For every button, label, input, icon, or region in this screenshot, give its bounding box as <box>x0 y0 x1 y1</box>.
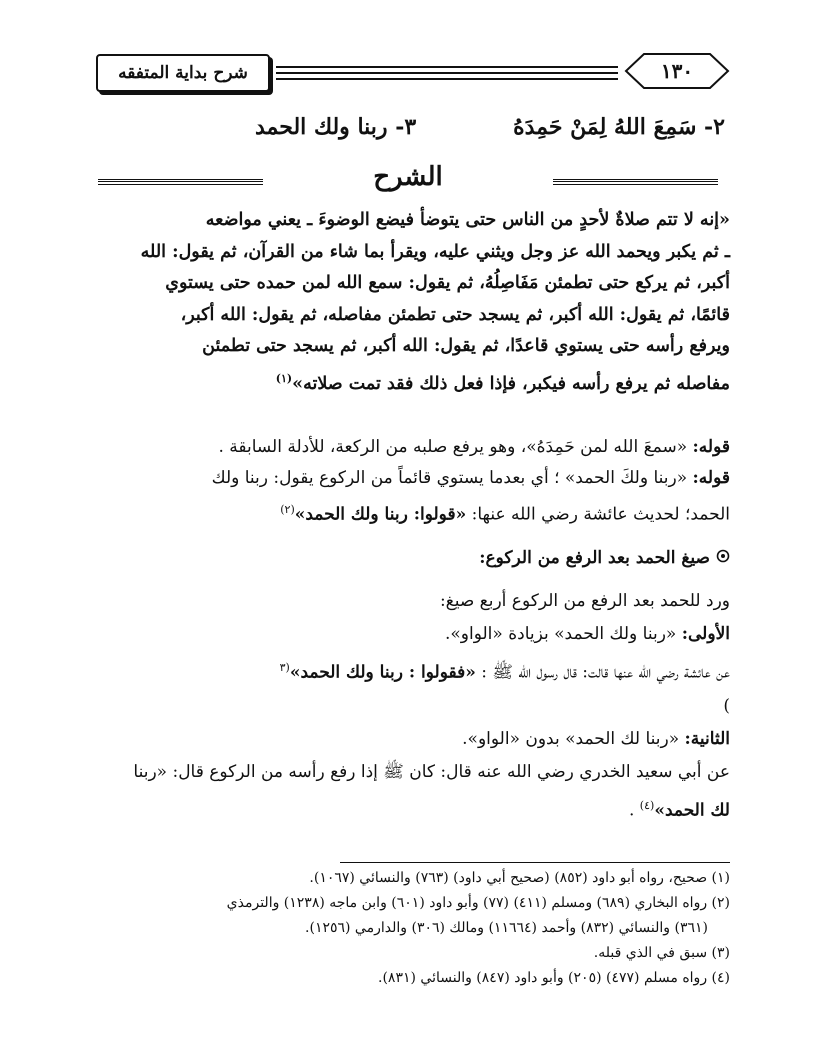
hadith-line: أكبر، ثم يركع حتى تطمئن مَفَاصِلُهُ، ثم يقول: سمع الله لمن حمده حتى يستوي <box>165 273 730 293</box>
quote-label: قوله: <box>692 468 730 488</box>
hadith-line: قائمًا، ثم يقول: الله أكبر، ثم يسجد حتى تطمئن مفاصله، ثم يقول: الله أكبر، <box>180 304 730 325</box>
form-second-hadith: عن أبي سعيد الخدري رضي الله عنه قال: كان ﷺ إذا رفع رأسه من الركوع قال: «ربنا <box>133 761 730 782</box>
forms-intro: ورد للحمد بعد الرفع من الركوع أربع صيغ: <box>439 591 730 611</box>
subheading <box>479 548 730 568</box>
form-second-hadith-end <box>110 789 730 828</box>
footnotes <box>105 866 730 991</box>
hadith-paragraph <box>110 205 730 400</box>
commentary-paragraph <box>110 432 730 531</box>
commentary-line <box>110 463 730 494</box>
footnote: (٢) رواه البخاري (٦٨٩) ومسلم (٤١١) (٧٧) وأبو داود (٦٠١) وابن ماجه (١٢٣٨) والترمذي <box>226 895 730 911</box>
hadith-line <box>110 363 730 400</box>
page-number-text: ١٣٠ <box>660 59 694 83</box>
hadith-quote: «قولوا: ربنا ولك الحمد» <box>294 504 467 525</box>
hadith-quote: لك الحمد» <box>654 800 730 821</box>
section-title: الشرح <box>373 162 443 192</box>
forms-paragraph <box>110 585 730 827</box>
form-first <box>110 618 730 651</box>
form-first-hadith <box>110 651 730 690</box>
header-rule <box>276 78 618 80</box>
header-rule <box>276 72 618 74</box>
commentary-line <box>110 432 730 463</box>
commentary-text: الحمد؛ لحديث عائشة رضي الله عنها: <box>466 504 730 525</box>
book-title: شرح بداية المتفقه <box>96 54 270 92</box>
form-text: «ربنا لك الحمد» بدون «الواو». <box>462 728 685 749</box>
footnote: (٤) رواه مسلم (٤٧٧) (٢٠٥) وأبو داود (٨٤٧) والنسائي (٨٣١). <box>378 970 730 986</box>
page-number <box>618 52 736 90</box>
hadith-line: ـ ثم يكبر ويحمد الله عز وجل ويثني عليه، ويقرأ بما شاء من القرآن، ثم يقول: الله <box>140 241 730 262</box>
quote-text: «ربنا ولكَ الحمد» ؛ أي بعدما يستوي قائماً من الركوع يقول: ربنا ولك <box>211 468 693 488</box>
subheading-text: صيغ الحمد بعد الرفع من الركوع: <box>479 548 710 568</box>
footnote: (٣) سبق في الذي قبله. <box>593 945 730 961</box>
footnote-ref: (٤) <box>639 798 655 812</box>
footnote-ref-close: ) <box>723 695 730 716</box>
page-header <box>96 52 736 92</box>
footnote-ref: (١) <box>275 371 293 385</box>
commentary-line <box>110 494 730 531</box>
footnote-divider <box>340 862 730 863</box>
form-label: الأولى: <box>681 624 730 644</box>
footnote: (١) صحيح، رواه أبو داود (٨٥٢) (صحيح أبي داود) (٧٦٣) والنسائي (١٠٦٧). <box>309 870 730 886</box>
section-heading <box>98 162 718 200</box>
hadith-line: ويرفع رأسه حتى يستوي قاعدًا، ثم يقول: الله أكبر، ثم يسجد حتى تطمئن <box>202 336 730 356</box>
formula-item-3: ٣- ربنا ولك الحمد <box>255 114 417 140</box>
form-text: «ربنا ولك الحمد» بزيادة «الواو». <box>444 624 682 644</box>
hadith-quote: «فقولوا : ربنا ولك الحمد» <box>289 662 476 683</box>
quote-text: «سمعَ الله لمن حَمِدَهُ»، وهو يرفع صلبه من الركعة، للأدلة السابقة . <box>218 437 693 457</box>
header-rule <box>276 66 618 68</box>
form-label: الثانية: <box>684 728 730 749</box>
formula-line <box>255 110 725 150</box>
flower-bullet-icon <box>716 548 730 568</box>
hadith-line: «إنه لا تتم صلاةٌ لأحدٍ من الناس حتى يتوضأ فيضع الوضوءَ ـ يعني مواضعه <box>205 210 730 230</box>
quote-label: قوله: <box>692 437 730 457</box>
sentence-end: . <box>628 800 640 821</box>
footnote-ref: (٣ <box>279 661 290 674</box>
footnote: (٣٦١) والنسائي (٨٣٢) وأحمد (١١٦٦٤) ومالك (٣٠٦) والدارمي (١٢٥٦). <box>305 920 708 936</box>
hadith-line-text: مفاصله ثم يرفع رأسه فيكبر، فإذا فعل ذلك فقد تمت صلاته» <box>292 373 730 394</box>
formula-item-2: ٢- سَمِعَ اللهُ لِمَنْ حَمِدَهُ <box>513 114 725 140</box>
form-second <box>110 723 730 756</box>
footnote-ref: (٢) <box>280 503 295 516</box>
hadith-text: عن عائشة رضي الله عنها قالت: قال رسول الله ﷺ : <box>475 662 730 683</box>
